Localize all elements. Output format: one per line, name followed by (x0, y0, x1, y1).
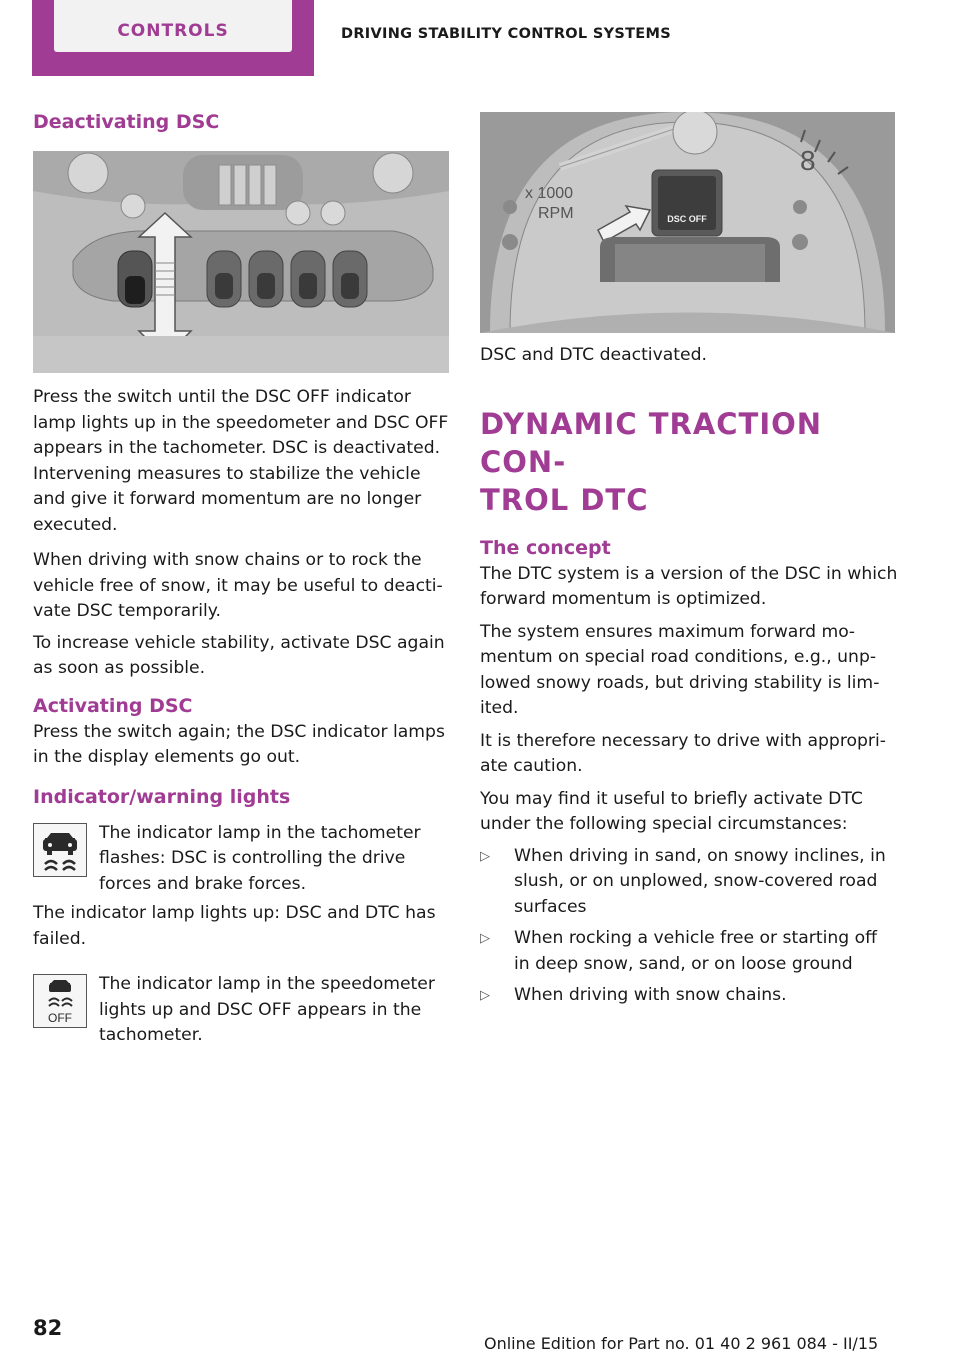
concept-paragraph-4: You may find it useful to briefly activate DTC under the following special circumstances: (480, 788, 863, 834)
triangle-bullet-icon: ▷ (480, 931, 490, 946)
indicator-flashes-text: The indicator lamp in the tachometer flashes: DSC is controlling the drive forces and brake forces. (99, 822, 421, 894)
dsc-switch-drawing (33, 151, 449, 373)
snow-chains-paragraph: When driving with snow chains or to rock the vehicle free of snow, it may be useful to deactivate DSC temporarily. (33, 550, 443, 621)
off-icon-label: OFF (48, 1011, 72, 1025)
dsc-switch-illustration (33, 151, 449, 373)
gauge-unit-label: RPM (538, 205, 574, 222)
stability-paragraph: To increase vehicle stability, activate DSC again as soon as possible. (33, 632, 445, 678)
left-column (33, 108, 449, 1049)
right-column (480, 112, 898, 1015)
concept-paragraph-2: The system ensures maximum forward momentum on special road conditions, e.g., unplowed snowy roads, but driving stability is limited. (480, 621, 880, 718)
list-item: ▷ When rocking a vehicle free or starting off in deep snow, sand, or on loose ground (480, 928, 877, 974)
chapter-tab (32, 0, 314, 76)
dtc-heading-line2: TROL DTC (480, 482, 649, 517)
dsc-warning-icon (33, 823, 87, 877)
activating-paragraph: Press the switch again; the DSC indicator lamps in the display elements go out. (33, 721, 445, 767)
circumstances-list (480, 844, 898, 1009)
activating-heading: Activating DSC (33, 694, 193, 717)
indicator-failed-paragraph: The indicator lamp lights up: DSC and DTC has failed. (33, 903, 436, 949)
gauge-caption: DSC and DTC deactivated. (480, 345, 707, 365)
triangle-bullet-icon: ▷ (480, 848, 490, 864)
concept-paragraph-1: The DTC system is a version of the DSC in which forward momentum is optimized. (480, 563, 898, 609)
page-number: 82 (33, 1316, 63, 1340)
indicator-off-note (33, 972, 449, 1049)
dtc-heading-line1: DYNAMIC TRACTION CON- (480, 406, 823, 479)
concept-paragraph-3: It is therefore necessary to drive with appropriate caution. (480, 730, 886, 776)
dsc-off-icon (33, 974, 87, 1028)
gauge-display-text: DSC OFF (667, 214, 707, 224)
dtc-heading (480, 405, 898, 519)
indicator-off-text: The indicator lamp in the speedometer lights up and DSC OFF appears in the tachometer. (99, 974, 435, 1045)
gauge-multiplier-label: x 1000 (525, 185, 574, 202)
deactivating-heading: Deactivating DSC (33, 111, 220, 133)
indicator-heading: Indicator/warning lights (33, 785, 291, 808)
section-title: DRIVING STABILITY CONTROL SYSTEMS (341, 26, 671, 42)
gauge-number-label: 8 (800, 145, 816, 176)
tachometer-illustration (480, 112, 895, 333)
edition-footer: Online Edition for Part no. 01 40 2 961 084 - II/15 (484, 1334, 879, 1353)
triangle-bullet-icon: ▷ (480, 988, 490, 1003)
deactivating-paragraph: Press the switch until the DSC OFF indicator lamp lights up in the speedometer and DSC OFF appears in the tachometer. DSC is deactivated. Intervening measures to stabilize the vehicle and give it forward momentum are no longer executed. (33, 387, 449, 535)
indicator-flashes-note (33, 821, 449, 898)
tachometer-drawing (480, 112, 895, 333)
chapter-tab-label: CONTROLS (54, 0, 292, 52)
concept-heading: The concept (480, 536, 611, 559)
list-item: ▷ When driving in sand, on snowy inclines, in slush, or on unplowed, snow-covered road surfaces (480, 845, 886, 917)
list-item: ▷ When driving with snow chains. (480, 983, 898, 1009)
